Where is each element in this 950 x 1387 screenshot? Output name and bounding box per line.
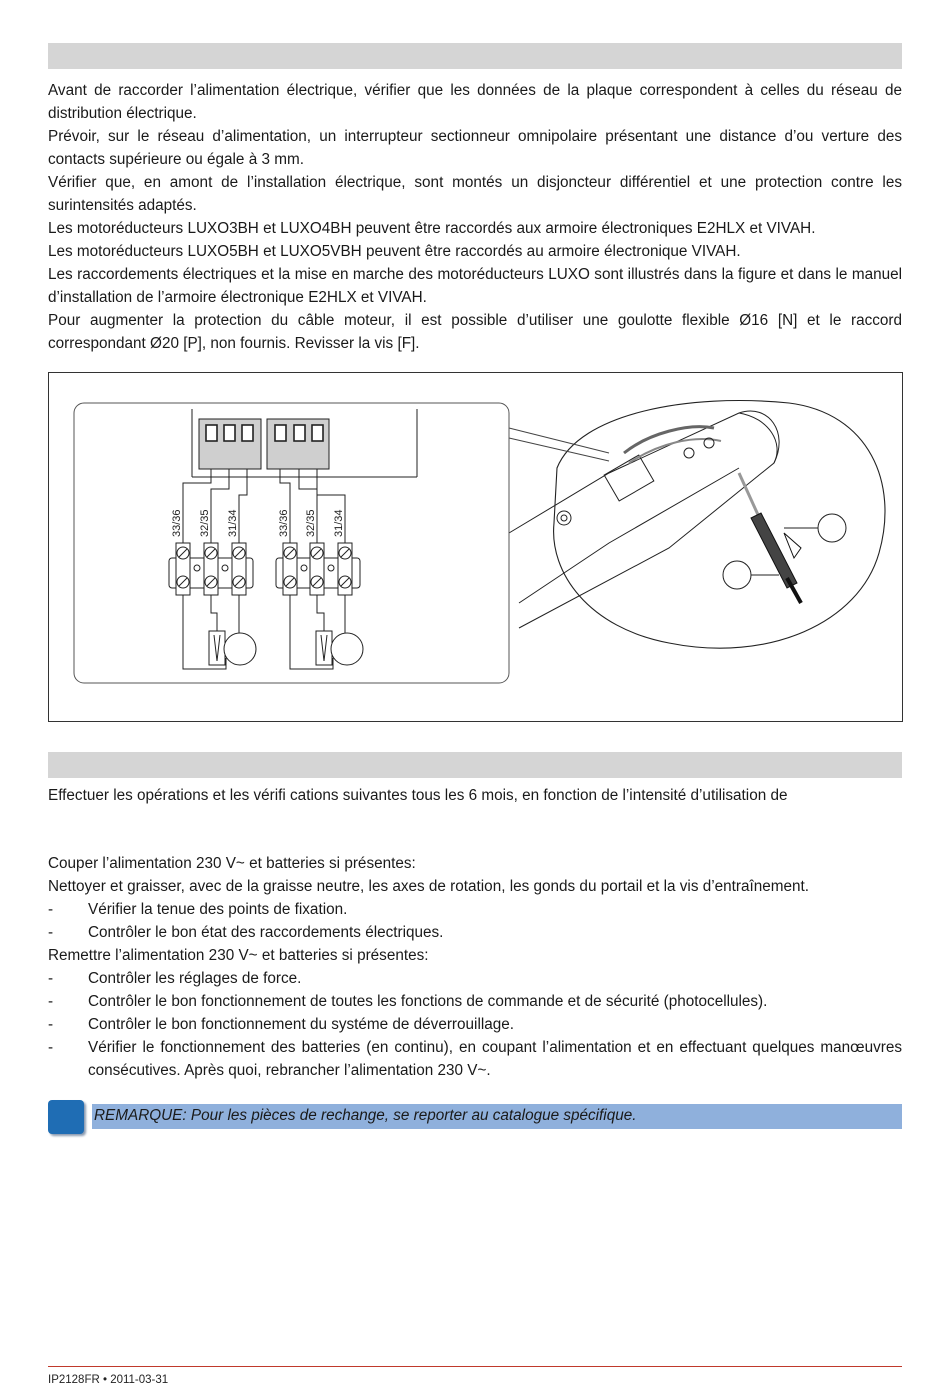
list-dash: - [48, 993, 54, 1010]
footer-divider [48, 1366, 902, 1367]
section1-text [48, 79, 902, 355]
list-item [48, 990, 902, 1013]
list-item-text: Contrôler le bon état des raccordements électriques. [88, 924, 444, 941]
list-line: Couper l’alimentation 230 V~ et batteries si présentes: [48, 855, 416, 872]
wiring-diagram [49, 373, 902, 721]
paragraph: Les motoréducteurs LUXO3BH et LUXO4BH peuvent être raccordés aux armoire électroniques E2HLX et VIVAH. [48, 220, 816, 237]
terminal-label: 33/36 [278, 509, 290, 537]
footer-text: IP2128FR • 2011-03-31 [48, 1374, 169, 1386]
list-item [48, 1036, 902, 1082]
list-item-text: Contrôler le bon fonctionnement du systéme de déverrouillage. [88, 1016, 515, 1033]
paragraph: Pour augmenter la protection du câble moteur, il est possible d’utiliser une goulotte flexible Ø16 [N] et le raccord correspondant Ø20 [P], non fournis. Revisser la vis [F]. [48, 312, 902, 352]
section2-intro [48, 784, 902, 807]
wiring-figure [48, 372, 903, 722]
list-dash: - [48, 901, 54, 918]
list-item [48, 967, 902, 990]
paragraph: Les motoréducteurs LUXO5BH et LUXO5VBH peuvent être raccordés au armoire électronique VIVAH. [48, 243, 741, 260]
terminal-label: 31/34 [227, 509, 239, 537]
paragraph: Les raccordements électriques et la mise en marche des motoréducteurs LUXO sont illustrés dans la figure et dans le manuel d’installation de l’armoire électronique E2HLX et VIVAH. [48, 266, 902, 306]
list-dash: - [48, 924, 54, 941]
list-item [48, 921, 902, 944]
section-header-bar-1 [48, 43, 902, 69]
motor-illustration [509, 401, 885, 649]
section-header-bar-2 [48, 752, 902, 778]
list-line: Nettoyer et graisser, avec de la graisse neutre, les axes de rotation, les gonds du portail et la vis d’entraînement. [48, 878, 810, 895]
maintenance-list [48, 852, 902, 1082]
terminal-label: 31/34 [333, 509, 345, 537]
terminal-label: 33/36 [171, 509, 183, 537]
note-icon [48, 1100, 84, 1134]
note-text: REMARQUE: Pour les pièces de rechange, se reporter au catalogue spécifique. [94, 1107, 637, 1124]
list-dash: - [48, 1039, 54, 1056]
terminal-label: 32/35 [305, 509, 317, 537]
paragraph: Avant de raccorder l’alimentation électrique, vérifier que les données de la plaque correspondent à celles du réseau de distribution électrique. [48, 82, 902, 122]
list-item [48, 898, 902, 921]
list-item [48, 1013, 902, 1036]
paragraph: Prévoir, sur le réseau d’alimentation, un interrupteur sectionneur omnipolaire présentant une distance d’ou verture des contacts supérieure ou égale à 3 mm. [48, 128, 902, 168]
list-item-text: Vérifier la tenue des points de fixation. [88, 901, 348, 918]
list-dash: - [48, 970, 54, 987]
paragraph: Effectuer les opérations et les vérifi cations suivantes tous les 6 mois, en fonction de l’intensité d’utilisation de [48, 787, 788, 804]
list-dash: - [48, 1016, 54, 1033]
terminal-label: 32/35 [199, 509, 211, 537]
list-line: Remettre l’alimentation 230 V~ et batteries si présentes: [48, 947, 429, 964]
list-item-text: Vérifier le fonctionnement des batteries (en continu), en coupant l’alimentation et en effectuant quelques manœuvres consécutives. Après quoi, rebrancher l’alimentation 230 V~. [88, 1039, 902, 1079]
list-item-text: Contrôler le bon fonctionnement de toutes les fonctions de commande et de sécurité (photocellules). [88, 993, 768, 1010]
paragraph: Vérifier que, en amont de l’installation électrique, sont montés un disjoncteur différentiel et une protection contre les surintensités adaptés. [48, 174, 902, 214]
list-item-text: Contrôler les réglages de force. [88, 970, 302, 987]
